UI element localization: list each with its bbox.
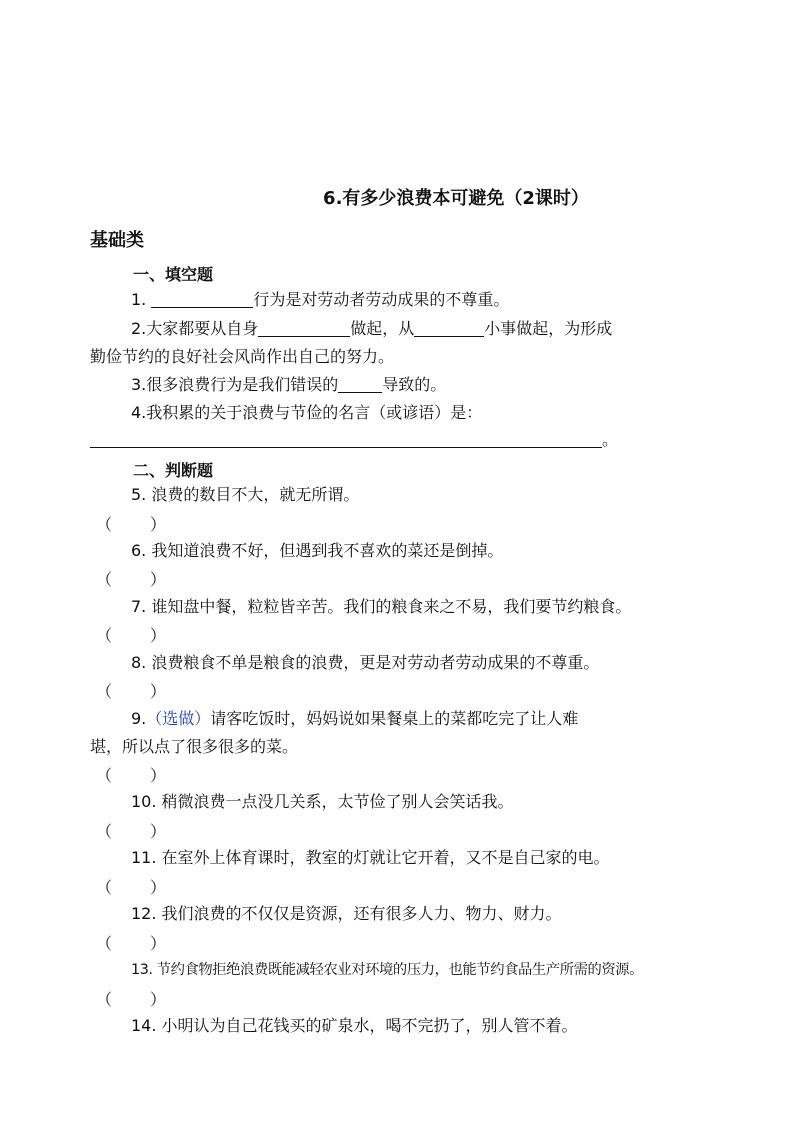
question-9	[131, 709, 578, 729]
answer-parentheses[interactable]: （ ）	[96, 515, 167, 534]
answer-parentheses[interactable]: （ ）	[96, 766, 167, 785]
question-12: 12. 我们浪费的不仅仅是资源，还有很多人力、物力、财力。	[131, 904, 562, 923]
answer-blank[interactable]	[90, 431, 602, 448]
answer-parentheses[interactable]: （ ）	[96, 878, 167, 897]
question-text: 行为是对劳动者劳动成果的不尊重。	[253, 290, 510, 309]
question-text: 导致的。	[382, 375, 447, 394]
question-10: 10. 稍微浪费一点没几关系，太节俭了别人会笑话我。	[131, 792, 514, 811]
question-8: 8. 浪费粮食不单是粮食的浪费，更是对劳动者劳动成果的不尊重。	[131, 653, 600, 672]
answer-parentheses[interactable]: （ ）	[96, 990, 167, 1009]
question-text: 大家都要从自身	[146, 319, 259, 338]
answer-blank[interactable]	[151, 291, 253, 308]
question-number: 9.	[131, 709, 147, 728]
question-1	[131, 290, 509, 310]
question-14: 14. 小明认为自己花钱买的矿泉水，喝不完扔了，别人管不着。	[131, 1016, 578, 1035]
question-text: 我积累的关于浪费与节俭的名言（或谚语）是：	[146, 403, 483, 422]
section-heading-fill-in: 一、填空题	[133, 265, 214, 284]
section-heading-true-false: 二、判断题	[133, 461, 214, 480]
question-5: 5. 浪费的数目不大，就无所谓。	[131, 485, 360, 504]
question-text: 小事做起，为形成	[484, 319, 613, 338]
question-text: 很多浪费行为是我们错误的	[146, 375, 339, 394]
answer-parentheses[interactable]: （ ）	[96, 822, 167, 841]
category-heading: 基础类	[90, 230, 144, 251]
answer-parentheses[interactable]: （ ）	[96, 934, 167, 953]
question-11: 11. 在室外上体育课时，教室的灯就让它开着，又不是自己家的电。	[131, 848, 610, 867]
question-3	[131, 375, 446, 395]
sentence-end: 。	[602, 430, 619, 449]
question-13: 13. 节约食物拒绝浪费既能减轻农业对环境的压力，也能节约食品生产所需的资源。	[131, 962, 644, 978]
question-2	[131, 319, 612, 339]
question-number: 3.	[131, 375, 147, 394]
question-6: 6. 我知道浪费不好，但遇到我不喜欢的菜还是倒掉。	[131, 541, 504, 560]
question-9-continued: 堪，所以点了很多很多的菜。	[90, 737, 299, 756]
answer-blank[interactable]	[258, 320, 350, 337]
optional-tag: （选做）	[146, 709, 211, 728]
answer-blank[interactable]	[414, 320, 484, 337]
question-text: 做起，从	[350, 319, 415, 338]
answer-blank[interactable]	[338, 376, 382, 393]
question-number: 2.	[131, 319, 147, 338]
answer-parentheses[interactable]: （ ）	[96, 682, 167, 701]
answer-parentheses[interactable]: （ ）	[96, 570, 167, 589]
answer-parentheses[interactable]: （ ）	[96, 626, 167, 645]
question-number: 1.	[131, 290, 147, 309]
question-2-continued: 勤俭节约的良好社会风尚作出自己的努力。	[90, 347, 395, 366]
document-title: 6.有多少浪费本可避免（2课时）	[323, 188, 589, 209]
question-4-answer-line	[90, 430, 618, 450]
question-number: 4.	[131, 403, 147, 422]
question-7: 7. 谁知盘中餐，粒粒皆辛苦。我们的粮食来之不易，我们要节约粮食。	[131, 597, 632, 616]
question-4	[131, 403, 482, 423]
question-text: 请客吃饭时，妈妈说如果餐桌上的菜都吃完了让人难	[210, 709, 579, 728]
